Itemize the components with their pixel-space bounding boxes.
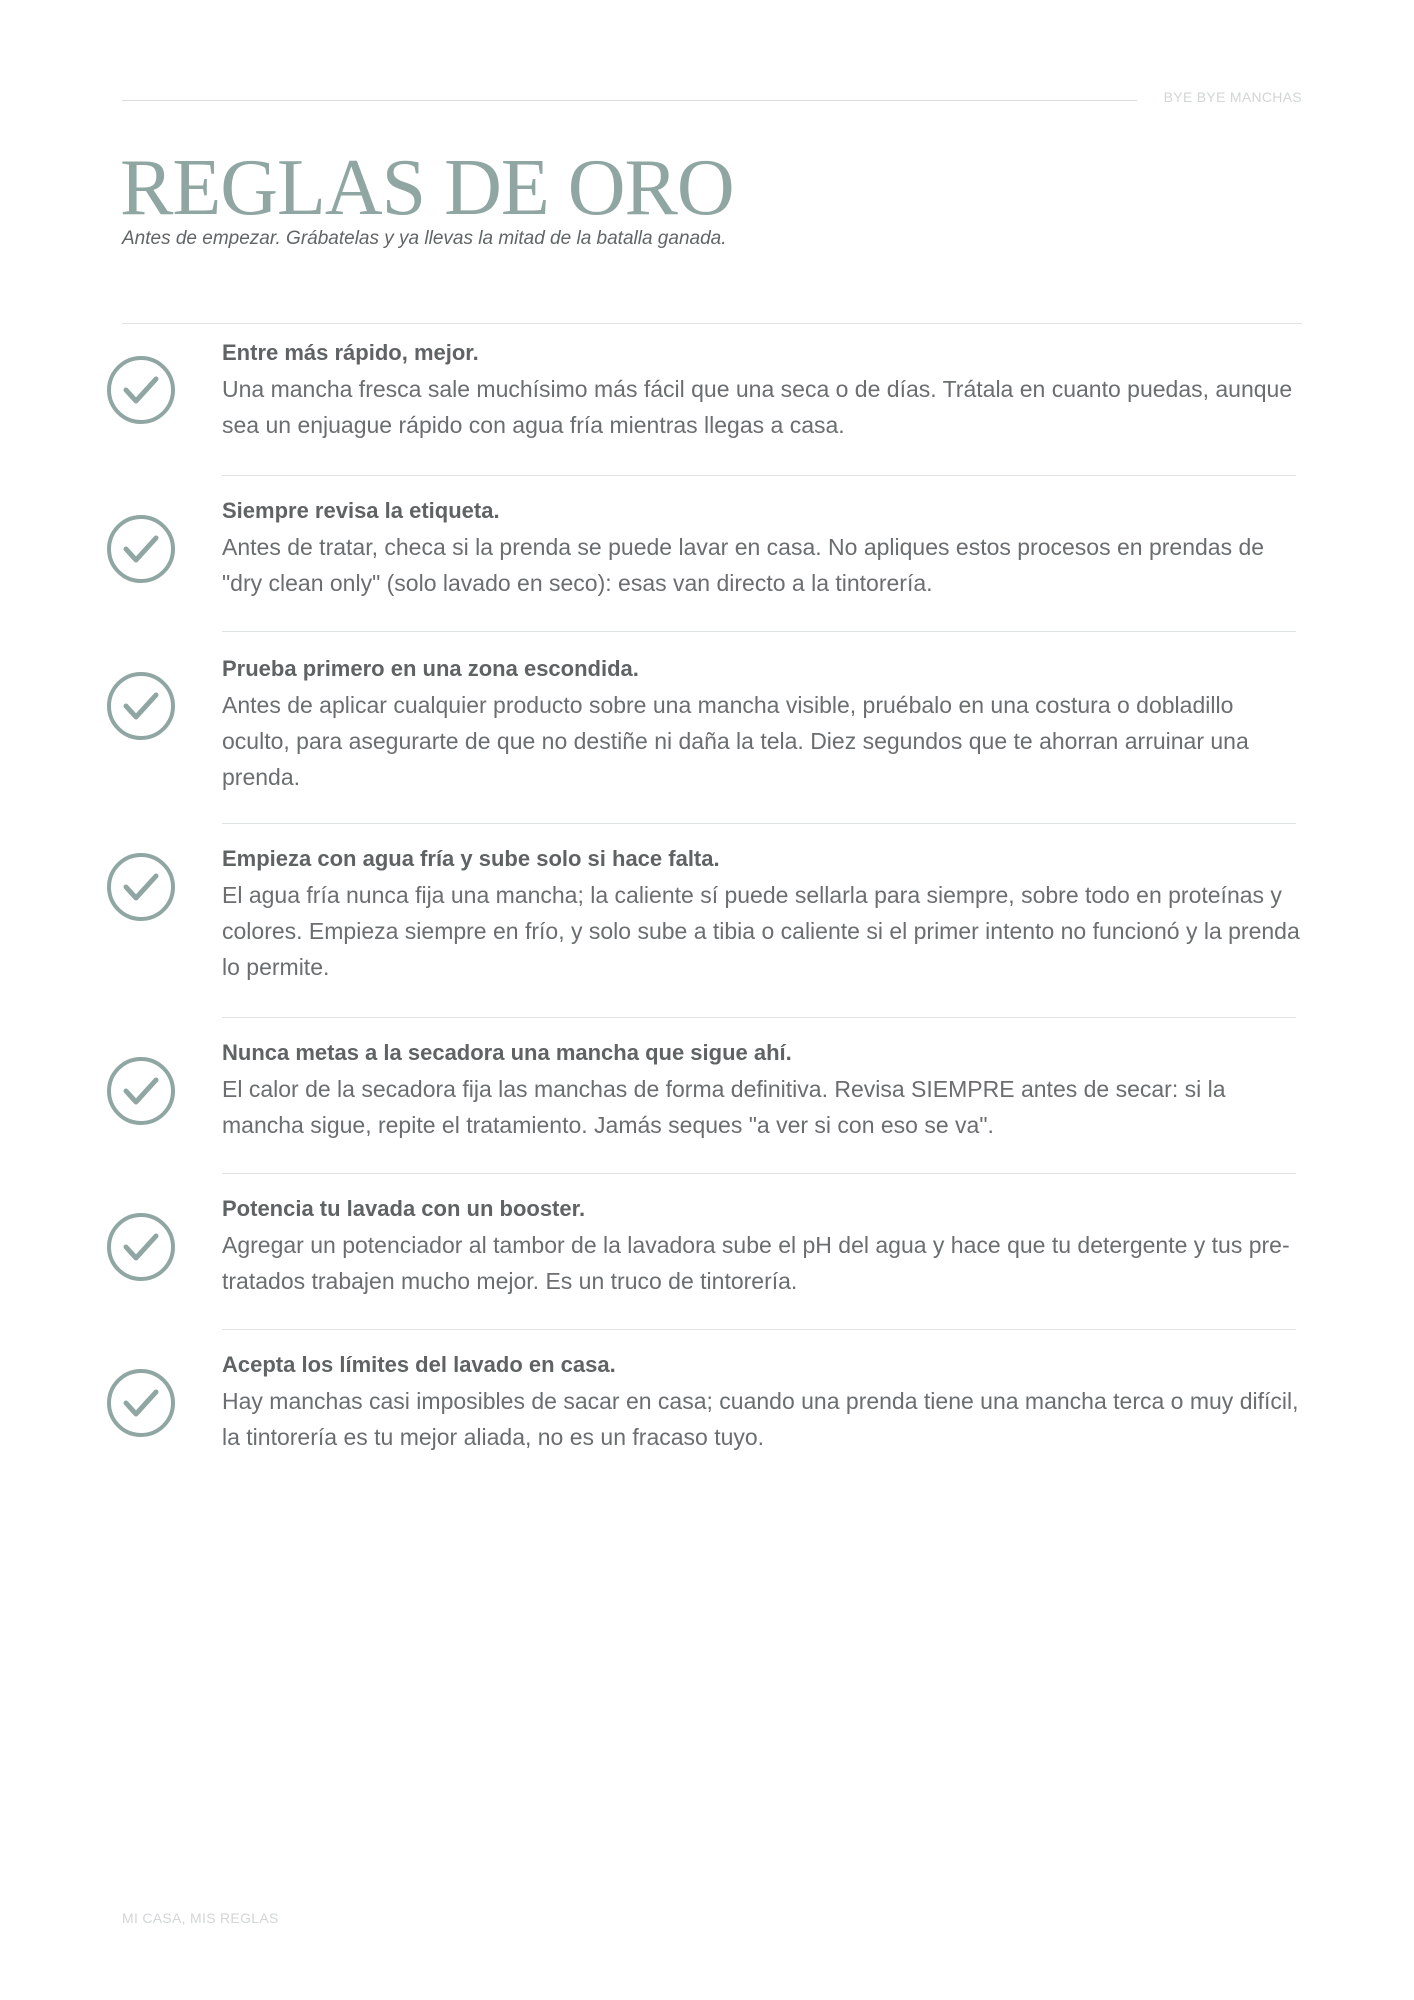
rule-body: El calor de la secadora fija las manchas de forma definitiva. Revisa SIEMPRE antes de secar: si la mancha sigue, repite el tratamiento. Jamás seques "a ver si con eso se va".	[222, 1076, 1226, 1138]
rule-divider	[222, 823, 1296, 824]
rule-divider	[222, 1173, 1296, 1174]
rule-divider	[222, 475, 1296, 476]
rule-title: Siempre revisa la etiqueta.	[222, 498, 500, 523]
rule-body: Agregar un potenciador al tambor de la lavadora sube el pH del agua y hace que tu detergente y tus pre-tratados trabajen mucho mejor. Es un truco de tintorería.	[222, 1232, 1290, 1294]
rule-body: Antes de aplicar cualquier producto sobre una mancha visible, pruébalo en una costura o dobladillo oculto, para asegurarte de que no destiñe ni daña la tela. Diez segundos que te ahorran arruinar una prenda.	[222, 692, 1249, 790]
check-circle-icon	[106, 1056, 176, 1126]
rule-item	[222, 1194, 1302, 1299]
rule-divider	[222, 631, 1296, 632]
rule-divider	[222, 1329, 1296, 1330]
check-circle-icon	[106, 671, 176, 741]
rule-item	[222, 496, 1302, 601]
rule-item	[222, 338, 1302, 443]
rule-body: Antes de tratar, checa si la prenda se puede lavar en casa. No apliques estos procesos en prendas de "dry clean only" (solo lavado en seco): esas van directo a la tintorería.	[222, 534, 1265, 596]
rule-title: Entre más rápido, mejor.	[222, 340, 479, 365]
rule-title: Empieza con agua fría y sube solo si hace falta.	[222, 846, 720, 871]
page-subtitle: Antes de empezar. Grábatelas y ya llevas la mitad de la batalla ganada.	[122, 228, 727, 249]
rule-item	[222, 1038, 1302, 1143]
check-circle-icon	[106, 1212, 176, 1282]
rule-title: Acepta los límites del lavado en casa.	[222, 1352, 616, 1377]
rule-title: Prueba primero en una zona escondida.	[222, 656, 639, 681]
footer-text: MI CASA, MIS REGLAS	[122, 1910, 279, 1926]
rule-divider	[222, 1017, 1296, 1018]
check-circle-icon	[106, 1368, 176, 1438]
check-circle-icon	[106, 355, 176, 425]
check-circle-icon	[106, 514, 176, 584]
rule-title: Nunca metas a la secadora una mancha que sigue ahí.	[222, 1040, 792, 1065]
header-divider	[122, 100, 1137, 101]
rule-body: El agua fría nunca fija una mancha; la caliente sí puede sellarla para siempre, sobre todo en proteínas y colores. Empieza siempre en frío, y solo sube a tibia o caliente si el primer intento no funcionó y la prenda lo permite.	[222, 882, 1300, 980]
rule-item	[222, 654, 1302, 795]
rule-item	[222, 844, 1302, 985]
rule-body: Hay manchas casi imposibles de sacar en casa; cuando una prenda tiene una mancha terca o muy difícil, la tintorería es tu mejor aliada, no es un fracaso tuyo.	[222, 1388, 1299, 1450]
check-circle-icon	[106, 852, 176, 922]
rule-title: Potencia tu lavada con un booster.	[222, 1196, 586, 1221]
page-title: REGLAS DE ORO	[120, 144, 734, 232]
rules-top-divider	[122, 323, 1302, 324]
rule-body: Una mancha fresca sale muchísimo más fácil que una seca o de días. Trátala en cuanto puedas, aunque sea un enjuague rápido con agua fría mientras llegas a casa.	[222, 376, 1293, 438]
header-brand: BYE BYE MANCHAS	[1163, 89, 1302, 105]
rule-item	[222, 1350, 1302, 1455]
